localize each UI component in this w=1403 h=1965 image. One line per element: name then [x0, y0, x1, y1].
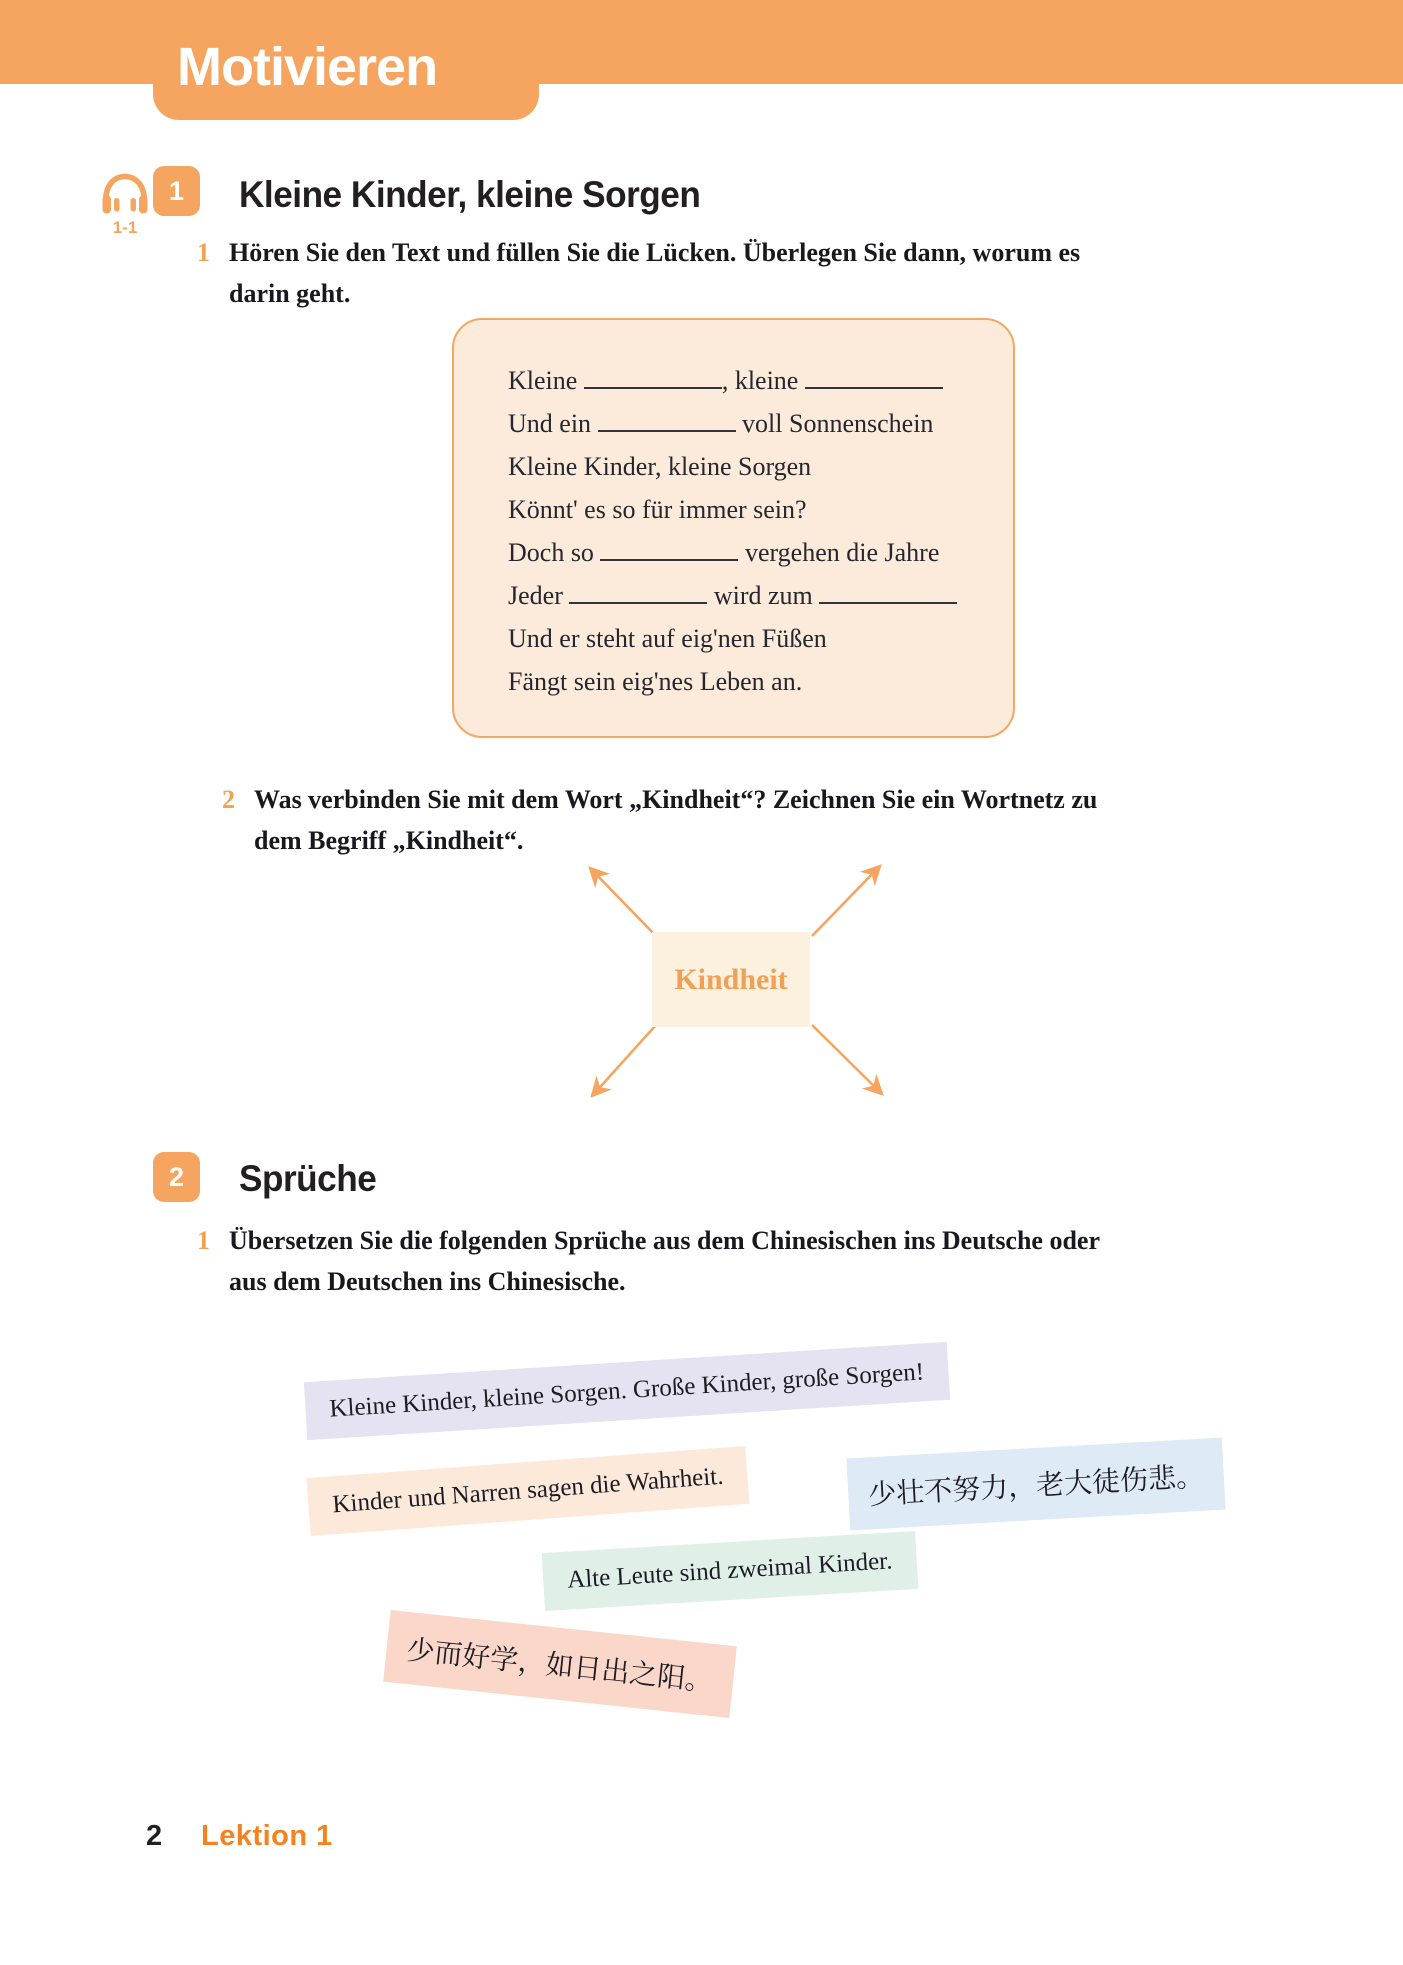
arrow-bottom-left — [592, 1025, 656, 1096]
blank-line — [569, 575, 707, 604]
blank-line — [819, 575, 957, 604]
proverb-strip: 少壮不努力，老大徒伤悲。 — [846, 1438, 1225, 1531]
task-1-2-instruction — [222, 779, 1232, 861]
song-lyrics-box — [452, 318, 1015, 738]
section-1-number-badge — [153, 166, 200, 216]
header-tab — [153, 0, 539, 120]
wordnet-center-word: Kindheit — [674, 962, 788, 996]
blank-line — [600, 532, 738, 561]
instruction-line: Übersetzen Sie die folgenden Sprüche aus dem Chinesischen ins Deutsche oder — [229, 1226, 1101, 1255]
task-text — [229, 232, 1080, 314]
proverb-strip: Alte Leute sind zweimal Kinder. — [542, 1531, 918, 1611]
task-1-1-instruction — [197, 232, 1207, 314]
proverb-strip: Kinder und Narren sagen die Wahrheit. — [306, 1446, 749, 1536]
task-text — [229, 1220, 1100, 1302]
arrow-top-right — [812, 866, 880, 936]
blank-line — [598, 403, 736, 432]
section-2-title: Sprüche — [239, 1158, 377, 1199]
section-number: 1 — [168, 175, 185, 206]
instruction-line: Hören Sie den Text und füllen Sie die Lücken. Überlegen Sie dann, worum es — [229, 238, 1081, 267]
instruction-line: dem Begriff „Kindheit“. — [254, 826, 524, 855]
audio-track-label: 1-1 — [112, 218, 138, 237]
song-line: Und er steht auf eig'nen Füßen — [508, 624, 827, 653]
headphones-icon — [100, 172, 150, 218]
task-number: 1 — [197, 238, 210, 267]
instruction-line: aus dem Deutschen ins Chinesische. — [229, 1267, 626, 1296]
song-line: Fängt sein eig'nes Leben an. — [508, 667, 803, 696]
arrow-top-left — [590, 868, 656, 936]
task-number: 2 — [222, 785, 235, 814]
section-number: 2 — [168, 1161, 185, 1192]
task-number: 1 — [197, 1226, 210, 1255]
song-line: Und ein voll Sonnenschein — [508, 402, 1013, 445]
song-line: Kleine , kleine — [508, 359, 1013, 402]
song-line: Doch so vergehen die Jahre — [508, 531, 1013, 574]
arrow-bottom-right — [812, 1025, 882, 1094]
section-2-number-badge — [153, 1152, 200, 1202]
wordnet-diagram — [560, 850, 908, 1112]
task-text — [254, 779, 1097, 861]
proverb-strip: 少而好学，如日出之阳。 — [383, 1610, 737, 1718]
section-1-title: Kleine Kinder, kleine Sorgen — [239, 174, 701, 215]
proverb-strip: Kleine Kinder, kleine Sorgen. Große Kinder, große Sorgen! — [304, 1342, 950, 1440]
task-2-1-instruction — [197, 1220, 1227, 1302]
lesson-label: Lektion 1 — [201, 1820, 333, 1852]
blank-line — [805, 360, 943, 389]
song-line: Jeder wird zum — [508, 574, 1013, 617]
song-line: Kleine Kinder, kleine Sorgen — [508, 452, 812, 481]
wordnet-center-box — [652, 932, 810, 1027]
instruction-line: Was verbinden Sie mit dem Wort „Kindheit“? Zeichnen Sie ein Wortnetz zu — [254, 785, 1098, 814]
page-number: 2 — [146, 1820, 163, 1852]
song-line: Könnt' es so für immer sein? — [508, 495, 807, 524]
page-title: Motivieren — [177, 37, 438, 97]
blank-line — [584, 360, 722, 389]
instruction-line: darin geht. — [229, 279, 351, 308]
